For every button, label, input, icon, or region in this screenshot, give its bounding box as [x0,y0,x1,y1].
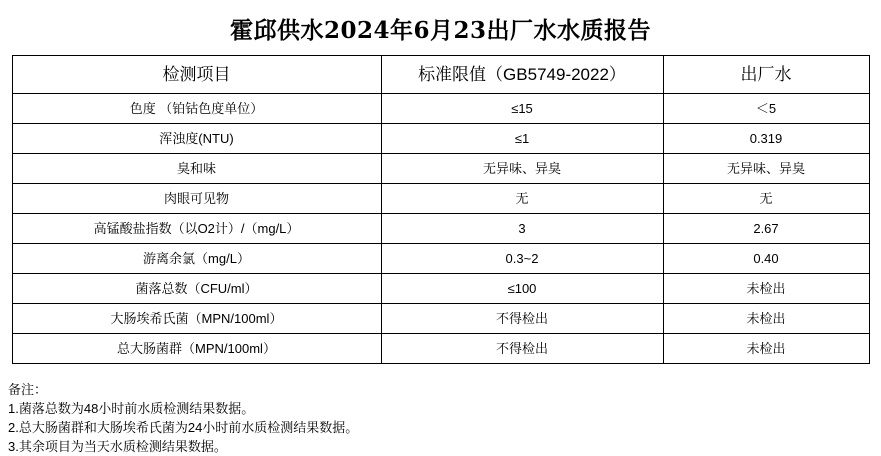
cell-limit: 无 [381,184,663,214]
table-row [12,124,869,154]
cell-output: 0.319 [663,124,869,154]
table-header [12,56,869,94]
column-header-output: 出厂水 [663,56,869,94]
cell-limit: 不得检出 [381,304,663,334]
column-header-item: 检测项目 [12,56,381,94]
cell-item: 肉眼可见物 [12,184,381,214]
cell-limit: 不得检出 [381,334,663,364]
cell-output: 未检出 [663,334,869,364]
column-header-limit: 标准限值（GB5749-2022） [381,56,663,94]
cell-output: 无异味、异臭 [663,154,869,184]
cell-item: 菌落总数（CFU/ml） [12,274,381,304]
table-body [12,94,869,364]
table-row [12,214,869,244]
cell-item: 色度 （铂钴色度单位） [12,94,381,124]
table-row [12,244,869,274]
table-header-row [12,56,869,94]
cell-limit: ≤1 [381,124,663,154]
cell-item: 大肠埃希氏菌（MPN/100ml） [12,304,381,334]
note-line: 3.其余项目为当天水质检测结果数据。 [8,439,227,454]
note-line: 1.菌落总数为48小时前水质检测结果数据。 [8,401,255,416]
cell-item: 臭和味 [12,154,381,184]
table-row [12,184,869,214]
table-row [12,334,869,364]
water-quality-table [12,55,870,364]
cell-limit: 0.3~2 [381,244,663,274]
cell-output: 无 [663,184,869,214]
note-line: 2.总大肠菌群和大肠埃希氏菌为24小时前水质检测结果数据。 [8,420,359,435]
cell-limit: 3 [381,214,663,244]
cell-limit: 无异味、异臭 [381,154,663,184]
table-row [12,154,869,184]
table-row [12,274,869,304]
page-title: 霍邱供水2024年6月23出厂水水质报告 [229,17,652,44]
cell-limit: ≤15 [381,94,663,124]
cell-output: 未检出 [663,304,869,334]
table-row [12,94,869,124]
cell-item: 高锰酸盐指数（以O2计）/（mg/L） [12,214,381,244]
cell-item: 总大肠菌群（MPN/100ml） [12,334,381,364]
cell-limit: ≤100 [381,274,663,304]
cell-output: 未检出 [663,274,869,304]
notes-label: 备注： [8,382,48,397]
cell-output: 2.67 [663,214,869,244]
cell-item: 游离余氯（mg/L） [12,244,381,274]
notes-section [8,380,881,456]
cell-output: ＜5 [663,94,869,124]
table-row [12,304,869,334]
cell-item: 浑浊度(NTU) [12,124,381,154]
cell-output: 0.40 [663,244,869,274]
